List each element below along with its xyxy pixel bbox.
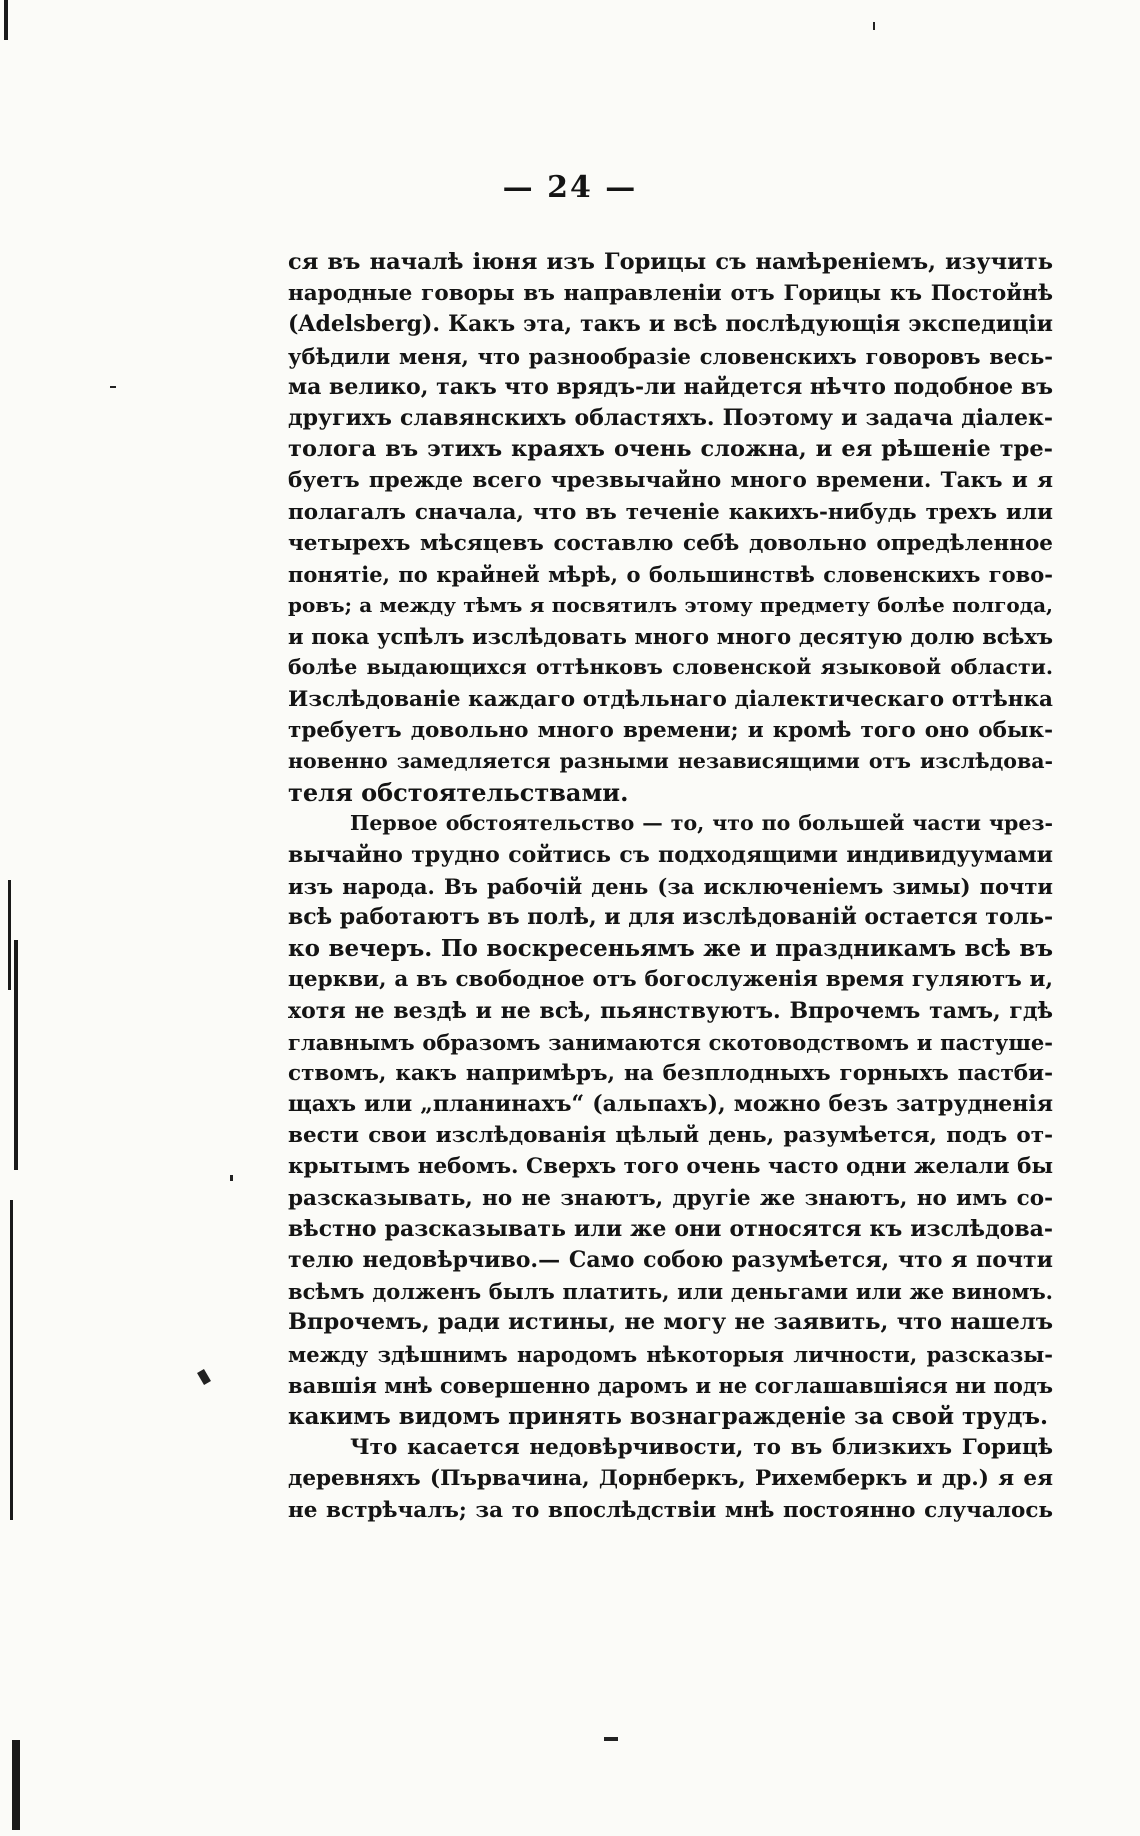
text-line: всѣ работаютъ въ полѣ, и для изслѣдованій остается толь- (288, 903, 1054, 930)
binding-mark (14, 940, 18, 1170)
binding-mark (12, 1740, 20, 1830)
text-line: вавшія мнѣ совершенно даромъ и не соглашавшіяся ни подъ (288, 1372, 1053, 1398)
paragraph-start: Что касается недовѣрчивости, то въ близкихъ Горицѣ (350, 1435, 1053, 1461)
ink-speck (604, 1737, 618, 1741)
text-line: не встрѣчалъ; за то впослѣдствіи мнѣ постоянно случалось (288, 1497, 1053, 1523)
text-line: всѣмъ долженъ былъ платить, или деньгами или же виномъ. (288, 1279, 1053, 1305)
text-line: Изслѣдованіе каждаго отдѣльнаго діалектическаго оттѣнка (288, 686, 1053, 712)
text-line: новенно замедляется разными независящими отъ изслѣдова- (288, 749, 1053, 773)
text-line: народные говоры въ направленіи отъ Горицы къ Постойнѣ (288, 281, 1053, 307)
text-line: ствомъ, какъ напримѣръ, на безплодныхъ горныхъ пастби- (288, 1060, 1053, 1086)
binding-mark (8, 880, 11, 990)
text-line: церкви, а въ свободное отъ богослуженія время гуляютъ и, (288, 967, 1053, 993)
text-line: и пока успѣлъ изслѣдовать много много десятую долю всѣхъ (288, 624, 1053, 650)
text-line: ся въ началѣ іюня изъ Горицы съ намѣреніемъ, изучить (288, 249, 1053, 275)
text-line: вести свои изслѣдованія цѣлый день, разумѣется, подъ от- (288, 1123, 1053, 1149)
text-line: четырехъ мѣсяцевъ составлю себѣ довольно опредѣленное (288, 530, 1053, 556)
ink-speck (197, 1369, 211, 1385)
text-line: ко вечеръ. По воскресеньямъ же и праздникамъ всѣ въ (288, 935, 1053, 963)
text-line: другихъ славянскихъ областяхъ. Поэтому и задача діалек- (288, 404, 1053, 431)
text-line: какимъ видомъ принять вознагражденіе за свой трудъ. (288, 1402, 1049, 1430)
text-line: главнымъ образомъ занимаются скотоводствомъ и пастуше- (288, 1029, 1053, 1055)
binding-mark (10, 1200, 13, 1520)
text-line: убѣдили меня, что разнообразіе словенскихъ говоровъ весь- (288, 343, 1053, 369)
text-line: телю недовѣрчиво.— Само собою разумѣется, что я почти (288, 1247, 1053, 1273)
text-line: разсказывать, но не знаютъ, другіе же знаютъ, но имъ со- (288, 1185, 1053, 1211)
text-line: крытымъ небомъ. Сверхъ того очень часто одни желали бы (288, 1154, 1053, 1180)
text-line: полагалъ сначала, что въ теченіе какихъ-нибудь трехъ или (288, 499, 1053, 525)
text-line: теля обстоятельствами. (288, 778, 629, 808)
text-line: между здѣшнимъ народомъ нѣкоторыя личности, разсказы- (288, 1341, 1053, 1367)
text-line: толога въ этихъ краяхъ очень сложна, и ея рѣшеніе тре- (288, 436, 1053, 463)
text-line: буетъ прежде всего чрезвычайно много времени. Такъ и я (288, 468, 1053, 494)
text-line: щахъ или „планинахъ“ (альпахъ), можно безъ затрудненія (288, 1091, 1053, 1118)
ink-speck (873, 22, 875, 30)
text-line: требуетъ довольно много времени; и кромѣ того оно обык- (288, 717, 1053, 743)
text-line: деревняхъ (Първачина, Дорнберкъ, Рихемберкъ и др.) я ея (288, 1466, 1053, 1492)
text-line: хотя не вездѣ и не всѣ, пьянствуютъ. Впрочемъ тамъ, гдѣ (288, 997, 1053, 1024)
page-number: — 24 — (502, 170, 638, 205)
body-text (288, 247, 1053, 1526)
text-line: Впрочемъ, ради истины, не могу не заявить, что нашелъ (288, 1309, 1053, 1336)
binding-mark (4, 0, 8, 40)
text-line: вѣстно разсказывать или же они относятся къ изслѣдова- (288, 1215, 1053, 1242)
text-line: понятіе, по крайней мѣрѣ, о большинствѣ словенскихъ гово- (288, 561, 1053, 587)
paragraph-start: Первое обстоятельство — то, что по большей части чрез- (350, 811, 1053, 836)
text-line: вычайно трудно сойтись съ подходящими индивидуумами (288, 841, 1053, 868)
ink-speck (110, 386, 116, 388)
text-line: изъ народа. Въ рабочій день (за исключеніемъ зимы) почти (288, 873, 1053, 899)
text-line: ма велико, такъ что врядъ-ли найдется нѣчто подобное въ (288, 373, 1053, 400)
text-line: (Adelsberg). Какъ эта, такъ и всѣ послѣдующія экспедиціи (288, 311, 1053, 338)
ink-speck (230, 1175, 233, 1181)
text-line: болѣе выдающихся оттѣнковъ словенской языковой области. (288, 655, 1053, 680)
text-line: ровъ; а между тѣмъ я посвятилъ этому предмету болѣе полгода, (288, 593, 1053, 618)
